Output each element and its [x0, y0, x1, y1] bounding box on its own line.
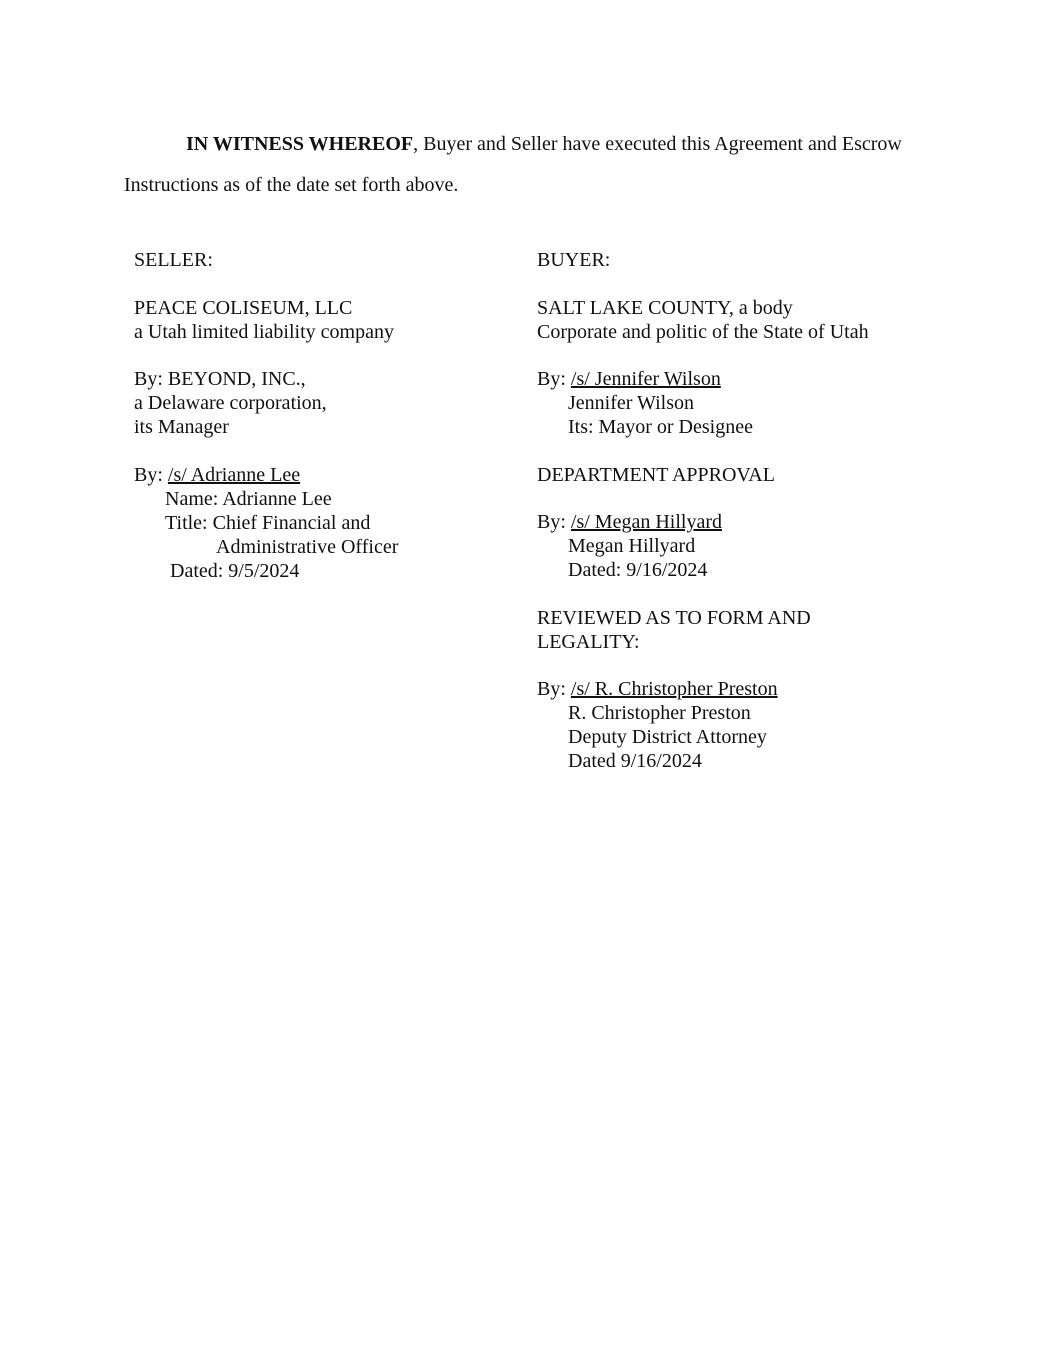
- review-signer-role: Deputy District Attorney: [568, 726, 767, 748]
- seller-signature-line: [134, 463, 524, 487]
- review-heading-line1: REVIEWED AS TO FORM AND: [537, 606, 811, 629]
- review-signature: /s/ R. Christopher Preston: [570, 678, 778, 700]
- dept-dated: Dated: 9/16/2024: [568, 559, 708, 581]
- dept-by-label: By:: [537, 511, 566, 533]
- witness-text-line1: , Buyer and Seller have executed this Agreement and Escrow: [413, 133, 902, 155]
- review-signer-name: R. Christopher Preston: [568, 702, 751, 724]
- witness-clause: [124, 124, 944, 206]
- seller-signer-title-line1: Title: Chief Financial and: [165, 511, 371, 534]
- seller-signature: /s/ Adrianne Lee: [167, 463, 301, 486]
- mayor-by-label: By:: [537, 368, 566, 390]
- seller-manager-line: [134, 367, 524, 391]
- seller-manager-role: its Manager: [134, 416, 229, 438]
- dept-signer-name: Megan Hillyard: [568, 535, 696, 557]
- seller-heading: SELLER:: [134, 249, 213, 271]
- seller-signer-by-label: By:: [134, 463, 163, 486]
- seller-signer-name: Name: Adrianne Lee: [165, 487, 332, 510]
- seller-signer-title-line2: Administrative Officer: [216, 535, 399, 558]
- seller-manager-name: BEYOND, INC.,: [167, 368, 306, 390]
- review-signature-line: [537, 677, 957, 701]
- buyer-signature-block: [537, 248, 957, 773]
- review-dated: Dated 9/16/2024: [568, 750, 702, 772]
- mayor-signature: /s/ Jennifer Wilson: [570, 368, 721, 390]
- seller-entity-name: PEACE COLISEUM, LLC: [134, 296, 353, 319]
- seller-dated: Dated: 9/5/2024: [170, 559, 300, 582]
- seller-manager-desc: a Delaware corporation,: [134, 392, 327, 414]
- dept-signature: /s/ Megan Hillyard: [570, 511, 722, 533]
- witness-lead: IN WITNESS WHEREOF: [186, 133, 414, 155]
- review-heading-line2: LEGALITY:: [537, 630, 640, 653]
- mayor-role: Its: Mayor or Designee: [568, 416, 753, 438]
- department-approval-heading: DEPARTMENT APPROVAL: [537, 463, 775, 486]
- witness-text-line2: Instructions as of the date set forth above.: [124, 174, 459, 196]
- buyer-heading: BUYER:: [537, 249, 611, 271]
- seller-entity-desc: a Utah limited liability company: [134, 320, 394, 343]
- mayor-signature-line: [537, 367, 957, 391]
- buyer-entity-name: SALT LAKE COUNTY, a body: [537, 296, 793, 319]
- seller-by-label: By:: [134, 368, 163, 390]
- seller-signature-block: [134, 248, 524, 583]
- review-by-label: By:: [537, 678, 566, 700]
- mayor-name: Jennifer Wilson: [568, 392, 695, 414]
- buyer-entity-desc: Corporate and politic of the State of Utah: [537, 320, 869, 343]
- dept-signature-line: [537, 510, 957, 534]
